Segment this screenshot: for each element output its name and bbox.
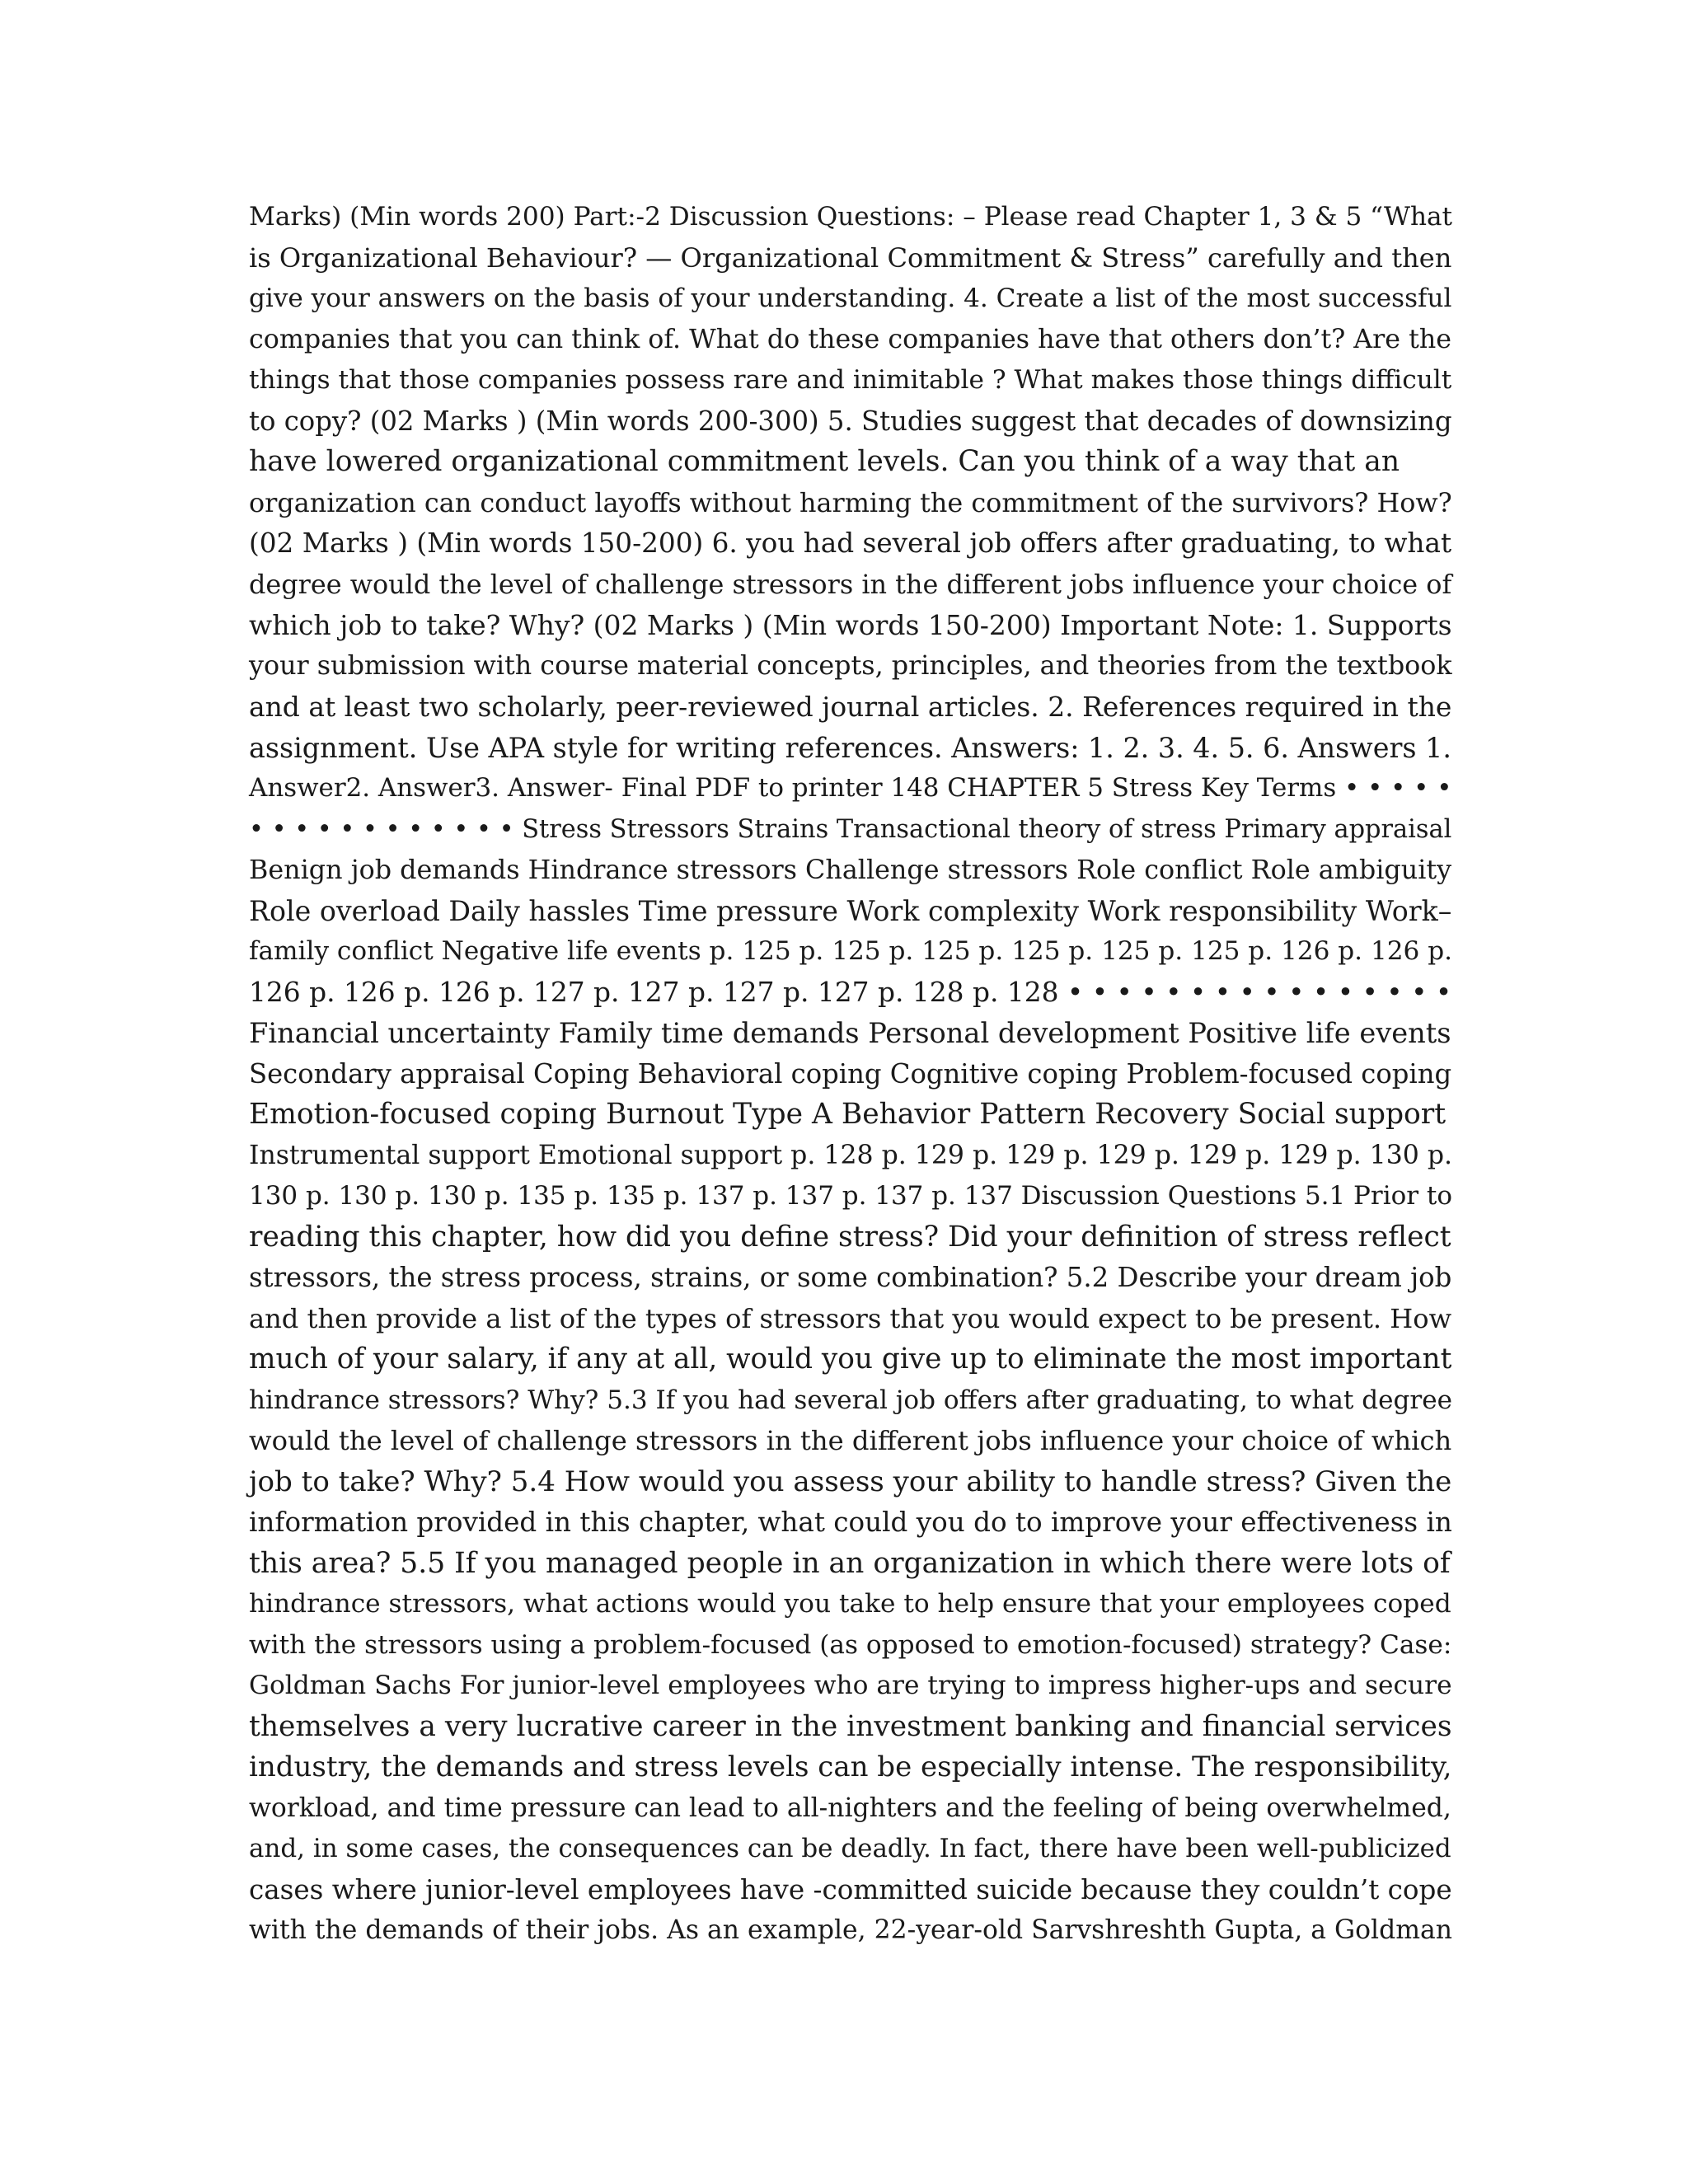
text-line: Secondary appraisal Coping Behavioral coping Cognitive coping Problem-focused coping bbox=[249, 1057, 1452, 1090]
text-line: with the demands of their jobs. As an example, 22-year-old Sarvshreshth Gupta, a Goldman bbox=[249, 1915, 1453, 1945]
text-line: give your answers on the basis of your understanding. 4. Create a list of the most successful bbox=[249, 284, 1452, 313]
text-line: to copy? (02 Marks ) (Min words 200-300) 5. Studies suggest that decades of downsizing bbox=[249, 405, 1452, 437]
text-line: this area? 5.5 If you managed people in an organization in which there were lots of bbox=[249, 1546, 1451, 1580]
text-line: Goldman Sachs For junior-level employees who are trying to impress higher-ups and secure bbox=[249, 1671, 1452, 1700]
text-line: Answer2. Answer3. Answer- Final PDF to printer 148 CHAPTER 5 Stress Key Terms • • • • • bbox=[249, 773, 1452, 803]
text-line: and then provide a list of the types of stressors that you would expect to be present. How bbox=[249, 1302, 1452, 1334]
text-line: would the level of challenge stressors in the different jobs influence your choice of which bbox=[249, 1425, 1452, 1456]
text-line: things that those companies possess rare and inimitable ? What makes those things difficult bbox=[249, 365, 1452, 395]
text-line: • • • • • • • • • • • • Stress Stressors Strains Transactional theory of stress Primary appraisal bbox=[249, 814, 1452, 844]
body-text bbox=[249, 197, 1452, 1952]
text-line: industry, the demands and stress levels can be especially intense. The responsibility, bbox=[249, 1750, 1452, 1783]
text-line: 130 p. 130 p. 130 p. 135 p. 135 p. 137 p. 137 p. 137 p. 137 Discussion Questions 5.1 Prior to bbox=[249, 1181, 1452, 1211]
text-line: organization can conduct layoffs without harming the commitment of the survivors? How? bbox=[249, 486, 1452, 518]
text-line: have lowered organizational commitment levels. Can you think of a way that an bbox=[249, 445, 1400, 478]
text-line: 126 p. 126 p. 126 p. 127 p. 127 p. 127 p. 127 p. 128 p. 128 • • • • • • • • • • • • • • • • bbox=[249, 976, 1452, 1008]
text-line: hindrance stressors? Why? 5.3 If you had several job offers after graduating, to what degree bbox=[249, 1385, 1452, 1415]
text-line: companies that you can think of. What do these companies have that others don’t? Are the bbox=[249, 324, 1452, 354]
text-line: job to take? Why? 5.4 How would you assess your ability to handle stress? Given the bbox=[249, 1465, 1452, 1498]
text-line: assignment. Use APA style for writing references. Answers: 1. 2. 3. 4. 5. 6. Answers 1. bbox=[249, 731, 1451, 764]
text-line: cases where junior-level employees have -committed suicide because they couldn’t cope bbox=[249, 1873, 1452, 1905]
text-line: stressors, the stress process, strains, or some combination? 5.2 Describe your dream job bbox=[249, 1262, 1452, 1293]
text-line: Benign job demands Hindrance stressors Challenge stressors Role conflict Role ambiguity bbox=[249, 855, 1452, 885]
text-line: with the stressors using a problem-focused (as opposed to emotion-focused) strategy? Case: bbox=[249, 1629, 1452, 1660]
text-line: much of your salary, if any at all, would you give up to eliminate the most important bbox=[249, 1343, 1452, 1376]
text-line: which job to take? Why? (02 Marks ) (Min words 150-200) Important Note: 1. Supports bbox=[249, 609, 1452, 641]
text-line: themselves a very lucrative career in the investment banking and financial services bbox=[249, 1709, 1452, 1743]
text-line: (02 Marks ) (Min words 150-200) 6. you had several job offers after graduating, to what bbox=[249, 527, 1452, 559]
text-line: is Organizational Behaviour? — Organizational Commitment & Stress” carefully and then bbox=[249, 241, 1452, 274]
text-line: Role overload Daily hassles Time pressure Work complexity Work responsibility Work– bbox=[249, 894, 1452, 927]
text-line: information provided in this chapter, what could you do to improve your effectiveness in bbox=[249, 1507, 1452, 1538]
text-line: Marks) (Min words 200) Part:-2 Discussion Questions: – Please read Chapter 1, 3 & 5 “What bbox=[249, 202, 1453, 232]
text-line: Emotion-focused coping Burnout Type A Behavior Pattern Recovery Social support bbox=[249, 1098, 1447, 1131]
text-line: Instrumental support Emotional support p. 128 p. 129 p. 129 p. 129 p. 129 p. 129 p. 130 p. bbox=[249, 1140, 1453, 1170]
text-line: Financial uncertainty Family time demands Personal development Positive life events bbox=[249, 1017, 1451, 1049]
text-line: and at least two scholarly, peer-reviewed journal articles. 2. References required in the bbox=[249, 691, 1452, 723]
text-line: reading this chapter, how did you define stress? Did your definition of stress reflect bbox=[249, 1220, 1451, 1254]
text-line: workload, and time pressure can lead to all-nighters and the feeling of being overwhelmed, bbox=[249, 1793, 1451, 1823]
text-line: degree would the level of challenge stressors in the different jobs influence your choice of bbox=[249, 568, 1452, 600]
text-line: and, in some cases, the consequences can be deadly. In fact, there have been well-publicized bbox=[249, 1834, 1451, 1863]
text-line: hindrance stressors, what actions would you take to help ensure that your employees coped bbox=[249, 1589, 1451, 1619]
text-line: your submission with course material concepts, principles, and theories from the textbook bbox=[249, 650, 1452, 681]
text-line: family conflict Negative life events p. 125 p. 125 p. 125 p. 125 p. 125 p. 125 p. 126 p. 126 p. bbox=[249, 936, 1453, 966]
